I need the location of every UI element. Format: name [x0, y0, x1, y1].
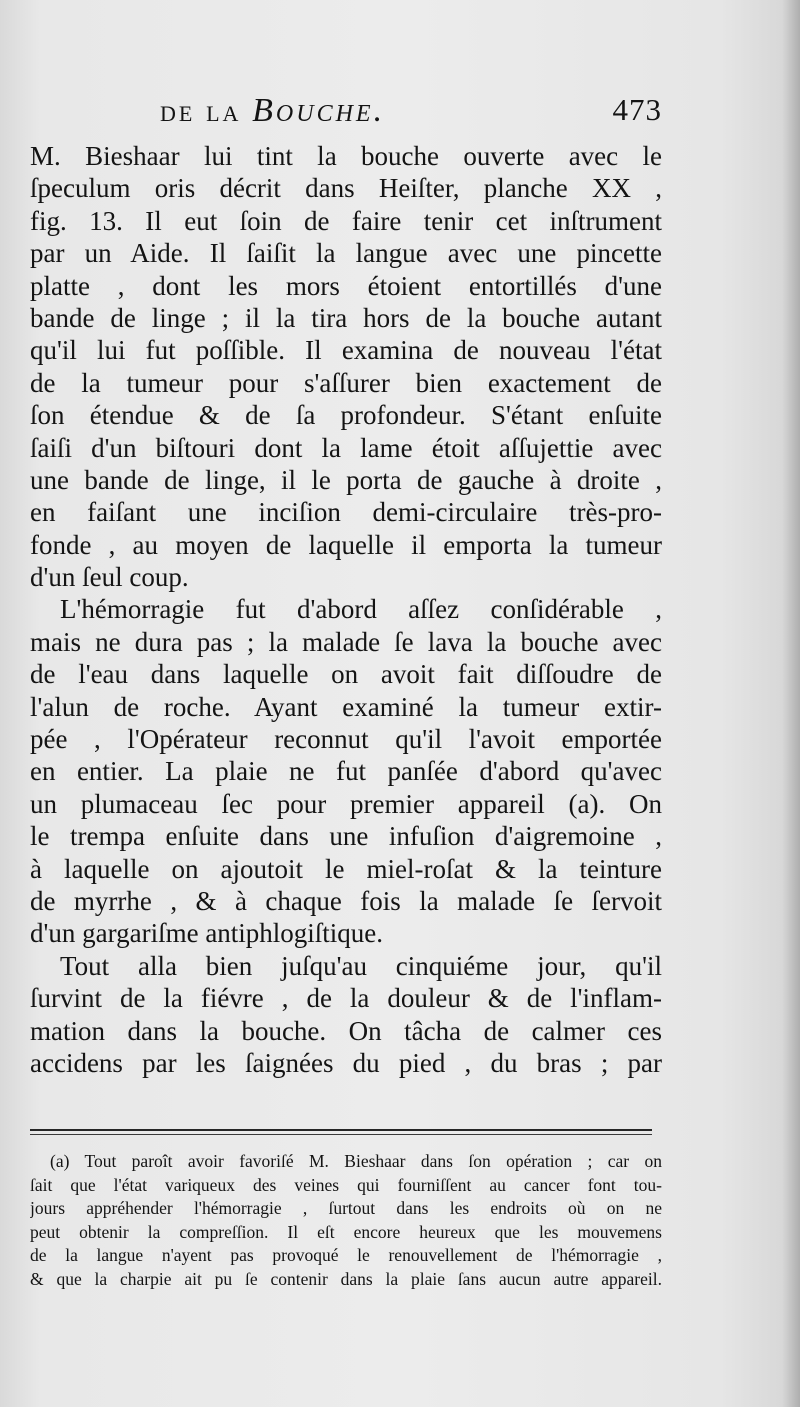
- running-head: [160, 92, 385, 130]
- text-line: le trempa enſuite dans une infuſion d'aigremoine ,: [30, 821, 662, 852]
- text-line: platte , dont les mors étoient entortillés d'une: [30, 270, 662, 301]
- text-line: L'hémorragie fut d'abord aſſez conſidérable ,: [60, 594, 662, 625]
- footnote-line: peut obtenir la compreſſion. Il eſt encore heureux que les mouvemens: [30, 1221, 662, 1242]
- footnote-line: jours appréhender l'hémorragie , ſurtout dans les endroits où on ne: [30, 1198, 662, 1219]
- text-line: ſaiſi d'un biſtouri dont la lame étoit aſſujettie avec: [30, 432, 662, 463]
- text-line: fig. 13. Il eut ſoin de faire tenir cet inſtrument: [30, 205, 662, 236]
- text-line: mation dans la bouche. On tâcha de calmer ces: [30, 1015, 662, 1046]
- footnote-line: (a) Tout paroît avoir favoriſé M. Bieshaar dans ſon opération ; car on: [50, 1151, 662, 1171]
- footnote-rule-thin: [30, 1134, 652, 1135]
- running-head-word: Bouche.: [252, 92, 386, 129]
- text-line: ſurvint de la fiévre , de la douleur & de l'inflam-: [30, 983, 662, 1014]
- page-number: 473: [612, 92, 662, 127]
- text-line: d'un ſeul coup.: [30, 562, 189, 593]
- text-line: en faiſant une inciſion demi-circulaire très-pro-: [30, 497, 662, 528]
- text-line: Tout alla bien juſqu'au cinquiéme jour, qu'il: [60, 950, 662, 981]
- text-line: ſon étendue & de ſa profondeur. S'étant enſuite: [30, 400, 662, 431]
- text-line: accidens par les ſaignées du pied , du bras ; par: [30, 1047, 662, 1078]
- text-line: de l'eau dans laquelle on avoit fait diſſoudre de: [30, 659, 662, 690]
- page-edge-shadow: [782, 0, 800, 1407]
- text-line: qu'il lui fut poſſible. Il examina de nouveau l'état: [30, 335, 662, 366]
- footnote-rule-thick: [30, 1129, 652, 1131]
- text-line: ſpeculum oris décrit dans Heiſter, planche XX ,: [30, 173, 662, 204]
- running-head-prefix: de la: [160, 93, 253, 128]
- text-line: une bande de linge, il le porta de gauche à droite ,: [30, 464, 662, 495]
- text-line: un plumaceau ſec pour premier appareil (a). On: [30, 788, 662, 819]
- text-line: pée , l'Opérateur reconnut qu'il l'avoit emportée: [30, 724, 662, 755]
- footnote-line: de la langue n'ayent pas provoqué le renouvellement de l'hémorragie ,: [30, 1245, 662, 1266]
- text-line: fonde , au moyen de laquelle il emporta la tumeur: [30, 529, 662, 560]
- text-line: de la tumeur pour s'aſſurer bien exactement de: [30, 367, 662, 398]
- text-line: par un Aide. Il ſaiſit la langue avec une pincette: [30, 238, 662, 269]
- text-line: M. Bieshaar lui tint la bouche ouverte avec le: [30, 141, 662, 171]
- text-line: en entier. La plaie ne fut panſée d'abord qu'avec: [30, 756, 662, 787]
- main-text: [30, 140, 662, 1079]
- footnote: [30, 1150, 662, 1292]
- footnote-line: & que la charpie ait pu ſe contenir dans la plaie ſans aucun autre appareil.: [30, 1268, 662, 1289]
- text-line: l'alun de roche. Ayant examiné la tumeur extir-: [30, 691, 662, 722]
- text-line: de myrrhe , & à chaque fois la malade ſe ſervoit: [30, 885, 662, 916]
- text-line: à laquelle on ajoutoit le miel-roſat & la teinture: [30, 853, 662, 884]
- page-header: [30, 88, 662, 138]
- text-line: bande de linge ; il la tira hors de la bouche autant: [30, 302, 662, 333]
- footnote-divider: [30, 1126, 652, 1138]
- footnote-line: ſait que l'état variqueux des veines qui fourniſſent au cancer font tou-: [30, 1174, 662, 1195]
- text-line: mais ne dura pas ; la malade ſe lava la bouche avec: [30, 626, 662, 657]
- text-line: d'un gargariſme antiphlogiſtique.: [30, 918, 384, 949]
